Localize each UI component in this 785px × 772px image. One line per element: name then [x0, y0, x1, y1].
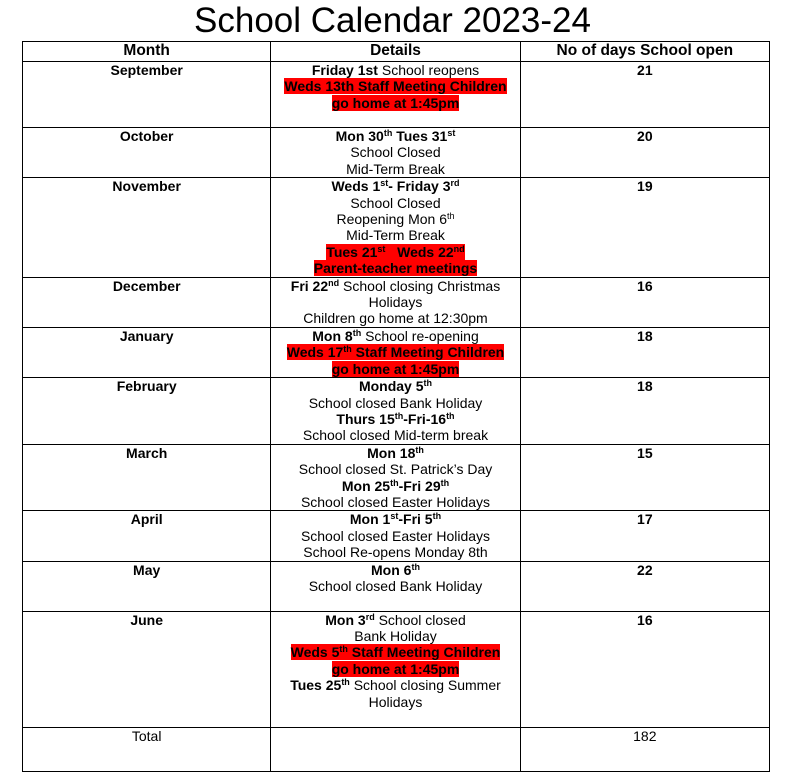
month-name: November — [23, 178, 271, 277]
total-row — [23, 727, 770, 771]
highlight-text: go home at 1:45pm — [331, 360, 460, 377]
details-cell: Mon 8th School re-opening Weds 17th Staff Meeting Children go home at 1:45pm — [271, 327, 520, 377]
highlight-text: go home at 1:45pm — [331, 660, 460, 677]
month-name: October — [23, 128, 271, 178]
details-cell: Monday 5th School closed Bank Holiday Thurs 15th-Fri-16th School closed Mid-term break — [271, 378, 520, 445]
month-name: June — [23, 611, 271, 727]
highlight-text: Parent-teacher meetings — [313, 260, 478, 277]
month-header: Month — [23, 42, 271, 62]
table-row — [23, 327, 770, 377]
table-row — [23, 128, 770, 178]
days-open: 22 — [520, 561, 769, 611]
details-cell: Mon 18th School closed St. Patrick’s Day Mon 25th-Fri 29th School closed Easter Holidays — [271, 444, 520, 511]
month-name: May — [23, 561, 271, 611]
total-details-empty — [271, 727, 520, 771]
table-row — [23, 561, 770, 611]
page-title: School Calendar 2023-24 — [194, 1, 591, 40]
calendar-table — [22, 41, 770, 772]
month-name: March — [23, 444, 271, 511]
days-open: 17 — [520, 511, 769, 561]
total-value: 182 — [520, 727, 769, 771]
days-open: 18 — [520, 378, 769, 445]
highlight-text: Tues 21st Weds 22nd — [326, 243, 465, 260]
days-open: 21 — [520, 62, 769, 128]
details-cell: Mon 30th Tues 31st School Closed Mid-Term Break — [271, 128, 520, 178]
month-name: December — [23, 277, 271, 327]
details-cell: Weds 1st- Friday 3rd School Closed Reopening Mon 6th Mid-Term Break Tues 21st Weds 22nd Parent-teacher meetings — [271, 178, 520, 277]
details-cell: Mon 3rd School closed Bank Holiday Weds 5th Staff Meeting Children go home at 1:45pm Tues 25th School closing Summer Holidays — [271, 611, 520, 727]
highlight-text: Weds 17th Staff Meeting Children — [286, 344, 505, 361]
month-name: January — [23, 327, 271, 377]
details-cell: Mon 6th School closed Bank Holiday — [271, 561, 520, 611]
days-open: 20 — [520, 128, 769, 178]
details-header: Details — [271, 42, 520, 62]
month-name: September — [23, 62, 271, 128]
details-cell: Fri 22nd School closing Christmas Holidays Children go home at 12:30pm — [271, 277, 520, 327]
days-open: 19 — [520, 178, 769, 277]
highlight-text: Weds 5th Staff Meeting Children — [290, 644, 501, 661]
month-name: April — [23, 511, 271, 561]
total-label: Total — [23, 727, 271, 771]
details-cell: Mon 1st-Fri 5th School closed Easter Holidays School Re-opens Monday 8th — [271, 511, 520, 561]
days-open: 15 — [520, 444, 769, 511]
month-name: February — [23, 378, 271, 445]
table-row — [23, 62, 770, 128]
details-cell: Friday 1st School reopens Weds 13th Staff Meeting Children go home at 1:45pm — [271, 62, 520, 128]
table-row — [23, 277, 770, 327]
highlight-text: Weds 13th Staff Meeting Children — [284, 78, 507, 95]
highlight-text: go home at 1:45pm — [331, 94, 460, 111]
table-row — [23, 611, 770, 727]
days-open: 16 — [520, 277, 769, 327]
table-row — [23, 378, 770, 445]
header-row — [23, 42, 770, 62]
table-row — [23, 444, 770, 511]
table-row — [23, 511, 770, 561]
days-header: No of days School open — [520, 42, 769, 62]
table-row — [23, 178, 770, 277]
days-open: 18 — [520, 327, 769, 377]
days-open: 16 — [520, 611, 769, 727]
